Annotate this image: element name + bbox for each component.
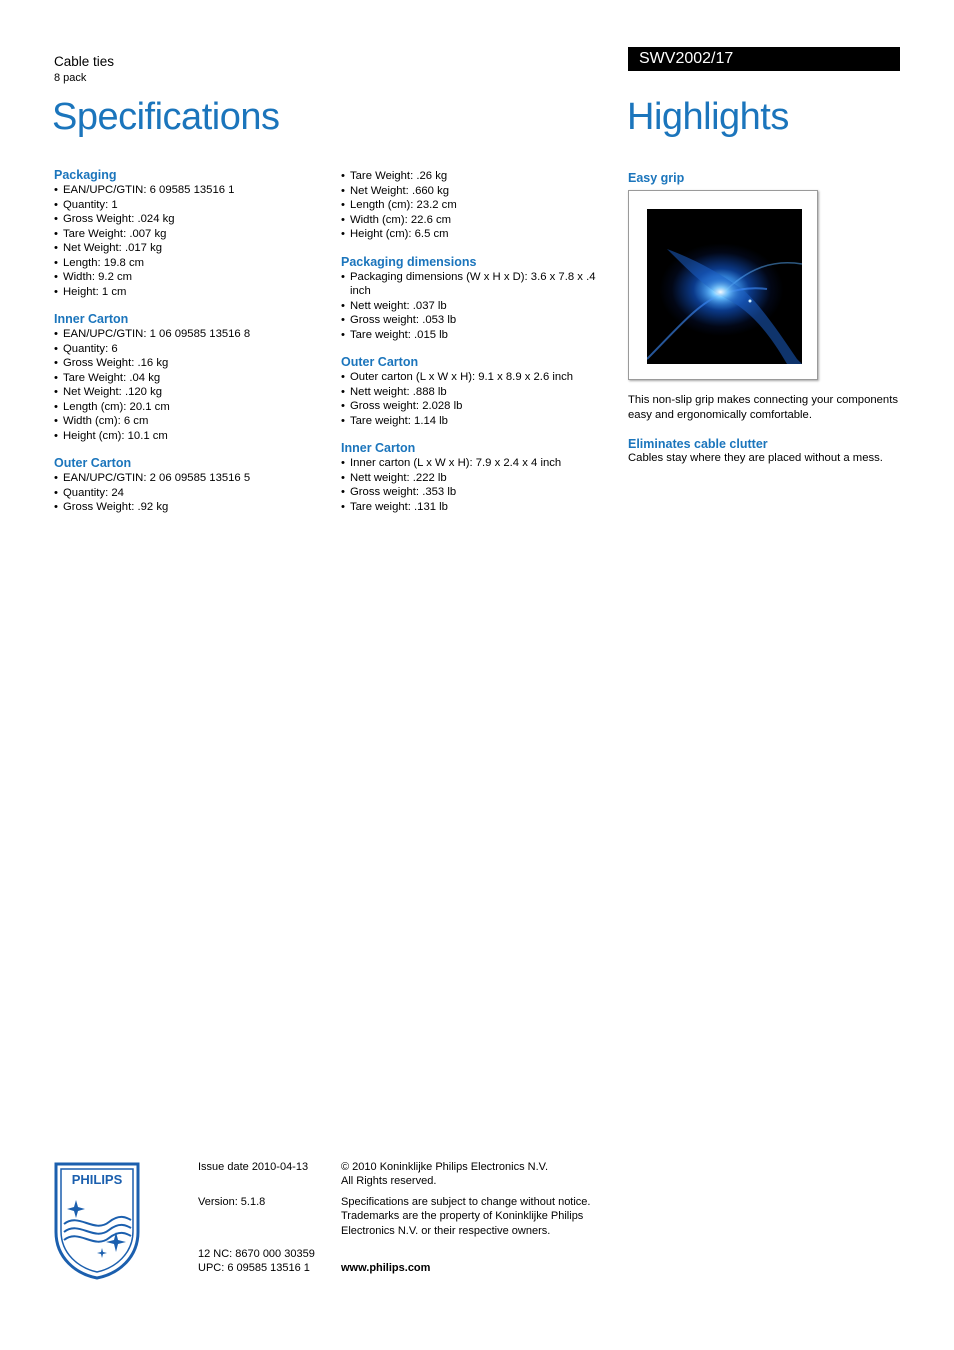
notice-line-1: Specifications are subject to change without notice. [341, 1196, 591, 1208]
spec-item: • Outer carton (L x W x H): 9.1 x 8.9 x 2.6 inch [341, 370, 611, 385]
logo-wordmark: PHILIPS [71, 1172, 123, 1187]
nc-code: 12 NC: 8670 000 30359 [198, 1248, 315, 1260]
product-image [647, 209, 802, 364]
spec-item: • Gross Weight: .024 kg [54, 212, 324, 227]
spec-item: • Length (cm): 20.1 cm [54, 400, 324, 415]
spec-list-outer-carton-continued [341, 169, 611, 242]
highlight-text-cable-clutter: Cables stay where they are placed without a mess. [628, 452, 883, 464]
spec-list-inner-carton [54, 327, 324, 443]
upc-code: UPC: 6 09585 13516 1 [198, 1262, 310, 1274]
section-heading-inner-carton-us: Inner Carton [341, 441, 416, 455]
spec-item: • Length (cm): 23.2 cm [341, 198, 611, 213]
spec-list-outer-carton [54, 471, 324, 515]
spec-item: • Length: 19.8 cm [54, 256, 324, 271]
philips-shield-logo [54, 1162, 140, 1280]
highlight-heading-cable-clutter: Eliminates cable clutter [628, 437, 768, 451]
website-link[interactable]: www.philips.com [341, 1262, 431, 1274]
section-heading-outer-carton-us: Outer Carton [341, 355, 419, 369]
spec-item: • Net Weight: .120 kg [54, 385, 324, 400]
product-name: Cable ties [54, 54, 115, 69]
spec-item: • Nett weight: .222 lb [341, 471, 611, 486]
specifications-title: Specifications [52, 96, 280, 138]
spec-item: • Tare weight: .131 lb [341, 500, 611, 515]
spec-item: • Gross weight: .053 lb [341, 313, 611, 328]
model-number-bar: SWV2002/17 [628, 47, 900, 71]
spec-item: • Inner carton (L x W x H): 7.9 x 2.4 x 4 inch [341, 456, 611, 471]
spec-item: • Height (cm): 10.1 cm [54, 429, 324, 444]
spec-item: • Gross Weight: .92 kg [54, 500, 324, 515]
spec-item: • Quantity: 1 [54, 198, 324, 213]
notice-line-2: Trademarks are the property of Koninklijke Philips [341, 1210, 584, 1222]
spec-item: • Tare weight: 1.14 lb [341, 414, 611, 429]
spec-item: • Tare weight: .015 lb [341, 328, 611, 343]
copyright-line-1: © 2010 Koninklijke Philips Electronics N.V. [341, 1161, 549, 1173]
section-heading-packaging: Packaging [54, 168, 117, 182]
spec-item: • Nett weight: .888 lb [341, 385, 611, 400]
spec-item: • Width (cm): 6 cm [54, 414, 324, 429]
spec-item: • Tare Weight: .26 kg [341, 169, 611, 184]
spec-column-1 [54, 167, 324, 527]
highlight-text-easy-grip: This non-slip grip makes connecting your components easy and ergonomically comfortable. [628, 394, 899, 421]
spec-list-inner-carton-us [341, 456, 611, 514]
copyright-line-2: All Rights reserved. [341, 1175, 437, 1187]
spec-item: • Tare Weight: .007 kg [54, 227, 324, 242]
version: Version: 5.1.8 [198, 1196, 266, 1208]
notice-line-3: Electronics N.V. or their respective owners. [341, 1225, 551, 1237]
spec-item: • Tare Weight: .04 kg [54, 371, 324, 386]
spec-item: • Packaging dimensions (W x H x D): 3.6 x 7.8 x .4 inch [341, 270, 611, 299]
spec-item: • Width (cm): 22.6 cm [341, 213, 611, 228]
spec-item: • Height: 1 cm [54, 285, 324, 300]
spec-item: • Height (cm): 6.5 cm [341, 227, 611, 242]
spec-item: • EAN/UPC/GTIN: 1 06 09585 13516 8 [54, 327, 324, 342]
spec-item: • Quantity: 6 [54, 342, 324, 357]
spec-item: • Quantity: 24 [54, 486, 324, 501]
spec-item: • Gross Weight: .16 kg [54, 356, 324, 371]
highlights-title: Highlights [627, 96, 789, 138]
product-image-frame [628, 190, 818, 380]
spec-item: • Gross weight: .353 lb [341, 485, 611, 500]
section-heading-inner-carton: Inner Carton [54, 312, 129, 326]
spec-item: • Net Weight: .660 kg [341, 184, 611, 199]
spec-column-2 [341, 169, 611, 526]
spec-item: • EAN/UPC/GTIN: 6 09585 13516 1 [54, 183, 324, 198]
section-heading-outer-carton: Outer Carton [54, 456, 132, 470]
issue-date: Issue date 2010-04-13 [198, 1161, 309, 1173]
spec-item: • Gross weight: 2.028 lb [341, 399, 611, 414]
spec-item: • EAN/UPC/GTIN: 2 06 09585 13516 5 [54, 471, 324, 486]
light-swoosh-graphic [647, 209, 802, 364]
product-subtitle: 8 pack [54, 72, 87, 84]
spec-list-packaging [54, 183, 324, 299]
spec-item: • Width: 9.2 cm [54, 270, 324, 285]
section-heading-packaging-dimensions: Packaging dimensions [341, 254, 477, 269]
spec-item: • Nett weight: .037 lb [341, 299, 611, 314]
spec-item: • Net Weight: .017 kg [54, 241, 324, 256]
highlight-heading-easy-grip: Easy grip [628, 171, 685, 185]
spec-list-packaging-dimensions [341, 270, 611, 343]
spec-list-outer-carton-us [341, 370, 611, 428]
